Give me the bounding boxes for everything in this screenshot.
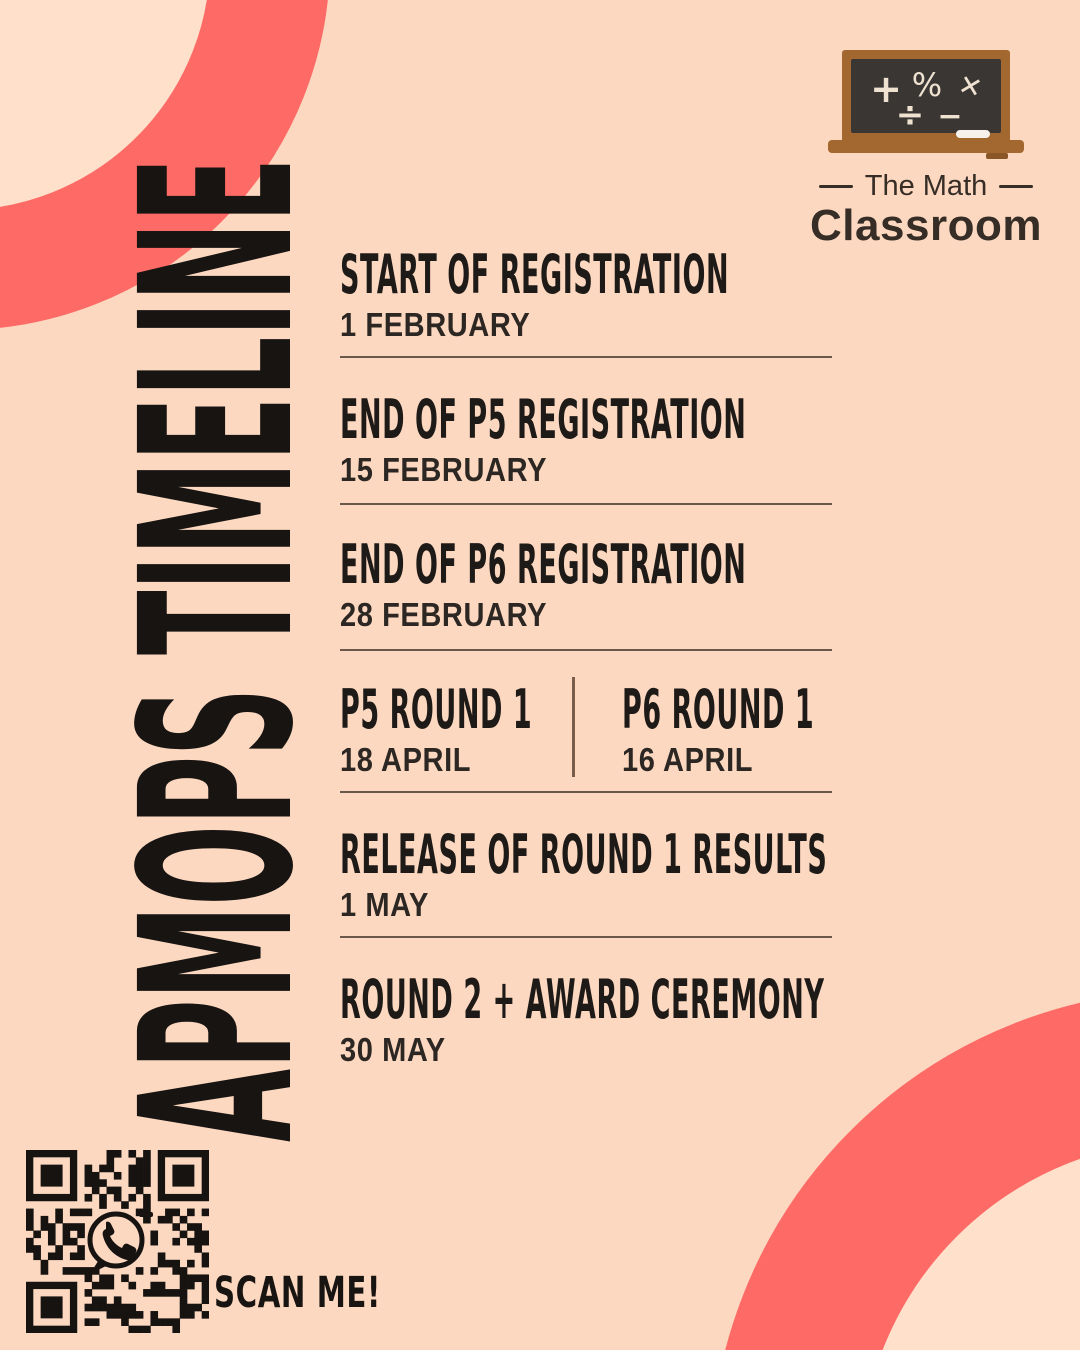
timeline-row-round2-ceremony bbox=[340, 968, 832, 1118]
divider bbox=[340, 503, 832, 505]
whatsapp-add-contact-icon bbox=[90, 1208, 153, 1275]
event-title: RELEASE OF ROUND 1 RESULTS bbox=[340, 823, 828, 886]
event-date: 30 MAY bbox=[340, 1031, 446, 1068]
event-date: 15 FEBRUARY bbox=[340, 451, 548, 488]
event-title: P6 ROUND 1 bbox=[622, 678, 815, 741]
chalkboard-icon bbox=[828, 50, 1024, 162]
event-date: 28 FEBRUARY bbox=[340, 596, 548, 633]
timeline-row-round1 bbox=[340, 678, 832, 828]
timeline-row-round1-results bbox=[340, 823, 832, 973]
scan-me-label: SCAN ME! bbox=[214, 1268, 381, 1318]
divider bbox=[340, 356, 832, 358]
event-title: END OF P6 REGISTRATION bbox=[340, 533, 747, 596]
event-title: P5 ROUND 1 bbox=[340, 678, 533, 741]
qr-code bbox=[26, 1150, 209, 1337]
timeline-row-start-of-registration bbox=[340, 243, 832, 393]
percent-symbol: % bbox=[911, 66, 943, 104]
logo-dash-left bbox=[819, 185, 853, 188]
event-date: 18 APRIL bbox=[340, 741, 472, 778]
minus-symbol: − bbox=[937, 99, 963, 134]
divider bbox=[340, 649, 832, 651]
divider bbox=[340, 936, 832, 938]
round1-p6 bbox=[622, 678, 1006, 778]
times-symbol: ✕ bbox=[954, 67, 986, 106]
event-date: 1 MAY bbox=[340, 886, 429, 923]
logo-line1 bbox=[808, 170, 1044, 203]
event-date: 16 APRIL bbox=[622, 741, 754, 778]
timeline bbox=[340, 243, 832, 1068]
logo-text-bottom: Classroom bbox=[810, 201, 1042, 250]
divide-symbol: ÷ bbox=[895, 95, 925, 135]
timeline-row-end-p6-registration bbox=[340, 533, 832, 683]
event-title: END OF P5 REGISTRATION bbox=[340, 388, 747, 451]
plus-symbol: + bbox=[870, 67, 902, 111]
timeline-row-end-p5-registration bbox=[340, 388, 832, 538]
event-title: ROUND 2 + AWARD CEREMONY bbox=[340, 968, 825, 1031]
vertical-divider bbox=[572, 677, 575, 777]
event-title: START OF REGISTRATION bbox=[340, 243, 730, 306]
logo-dash-right bbox=[999, 185, 1033, 188]
brand-logo bbox=[808, 50, 1044, 251]
event-date: 1 FEBRUARY bbox=[340, 306, 531, 343]
logo-text-top: The Math bbox=[864, 170, 988, 202]
divider bbox=[340, 791, 832, 793]
poster-title: APMOPS TIMELINE bbox=[95, 157, 340, 1142]
